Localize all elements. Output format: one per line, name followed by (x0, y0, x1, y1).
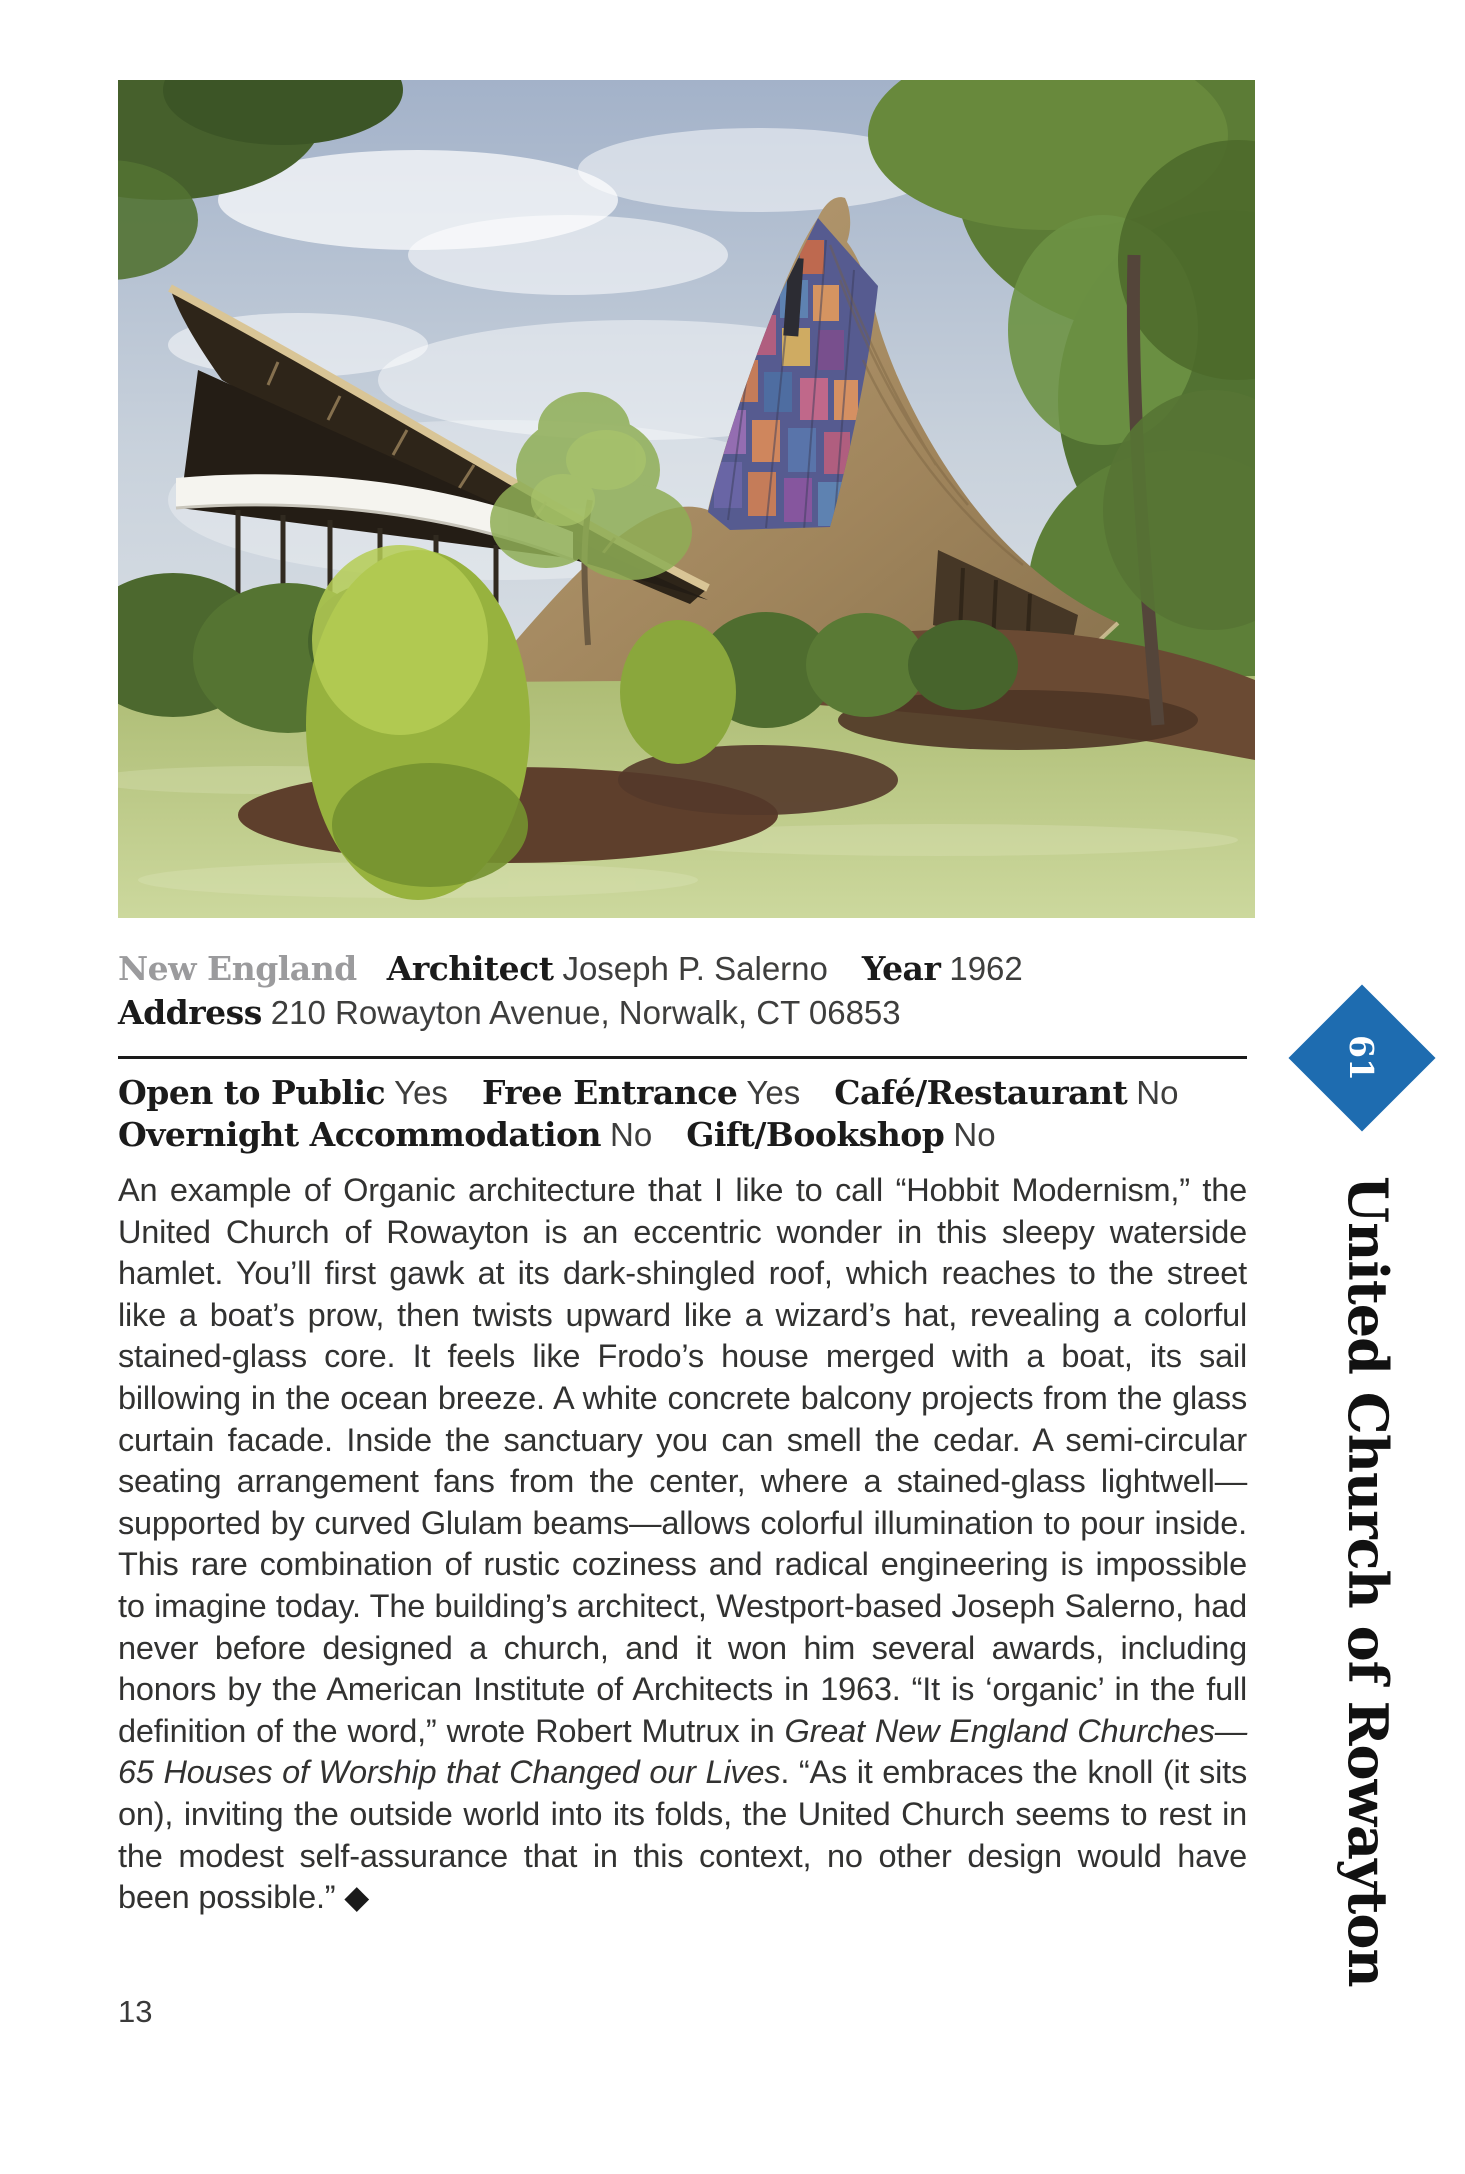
cafe-restaurant-label: Café/Restaurant (834, 1073, 1128, 1112)
cafe-restaurant-value: No (1136, 1074, 1179, 1111)
address-value: 210 Rowayton Avenue, Norwalk, CT 06853 (270, 994, 901, 1031)
divider-rule (118, 1056, 1247, 1059)
meta-line-1 (118, 948, 1247, 990)
region-label: New England (118, 949, 357, 988)
gift-bookshop-value: No (953, 1116, 996, 1153)
church-photo-illustration (118, 80, 1255, 918)
year-label: Year (861, 949, 941, 988)
free-entrance-label: Free Entrance (481, 1073, 738, 1112)
meta-line-2 (118, 992, 1247, 1034)
overnight-label: Overnight Accommodation (118, 1115, 602, 1154)
free-entrance-value: Yes (746, 1074, 801, 1111)
church-photo (118, 80, 1255, 918)
visitor-info-line-2 (118, 1114, 1247, 1156)
book-title-italic: Great New England Churches—65 Houses of Worship that Changed our Lives (118, 1712, 1247, 1791)
end-diamond-icon: ◆ (344, 1879, 370, 1916)
entry-number-badge (1310, 1006, 1414, 1110)
article-text: An example of Organic architecture that I like to call “Hobbit Modernism,” the United Church of Rowayton is an eccentric wonder in this sleepy waterside hamlet. You’ll first gawk at its dark-shingled roof, which reaches to the street like a boat’s prow, then twists upward like a wizard’s hat, revealing a colorful stained-glass core. It feels like Frodo’s house merged with a boat, its sail billowing in the ocean breeze. A white concrete balcony projects from the glass curtain facade. Inside the sanctuary you can smell the cedar. A semi-circular seating arrangement fans from the center, where a stained-glass lightwell—supported by curved Glulam beams—allows colorful illumination to pour inside. This rare combination of rustic coziness and radical engineering is impossible to imagine today. The building’s architect, Westport-based Joseph Salerno, had never before designed a church, and it won him several awards, including honors by the American Institute of Architects in 1963. “It is ‘organic’ in the full definition of the word,” wrote Robert Mutrux in (118, 1172, 1247, 1749)
open-to-public-label: Open to Public (118, 1073, 386, 1112)
open-to-public-value: Yes (394, 1074, 448, 1111)
gift-bookshop-label: Gift/Bookshop (686, 1115, 945, 1154)
overnight-value: No (610, 1116, 653, 1153)
year-value: 1962 (949, 950, 1023, 987)
page-number: 13 (118, 1994, 153, 2029)
architect-value: Joseph P. Salerno (562, 950, 828, 987)
article-body (118, 1170, 1247, 1919)
architect-label: Architect (386, 949, 554, 988)
visitor-info-line-1 (118, 1072, 1247, 1114)
address-label: Address (118, 993, 262, 1032)
article-text-continued: . “As it embraces the knoll (it sits on), inviting the outside world into its folds, the United Church seems to rest in the modest self-assurance that in this context, no other design would have been possible.” (118, 1754, 1247, 1916)
badge-number: 61 (1342, 1035, 1382, 1081)
vertical-chapter-title: United Church of Rowayton (1336, 1176, 1400, 1987)
